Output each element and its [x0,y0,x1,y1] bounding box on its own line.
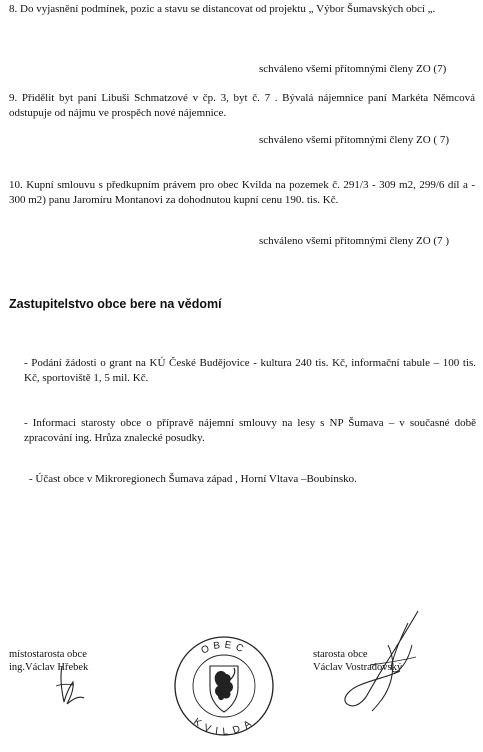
resolution-9-approval: schváleno všemi přítomnými členy ZO ( 7) [259,134,450,146]
resolution-9-text: 9. Přidělit byt paní Libuši Schmatzové v čp. 3, byt č. 7 . Bývalá nájemnice paní Markéta Němcová odstupuje od nájmu ve prospěch nové nájemnice. [9,92,475,119]
resolution-10-text: 10. Kupní smlouvu s předkupním právem pro obec Kvilda na pozemek č. 291/3 - 309 m2, 299/6 díl a - 300 m2) panu Jaromíru Montanovi za dohodnutou kupní cenu 190. tis. Kč. [9,179,475,206]
seal-top-text: OBEC [199,639,249,657]
seal-lion-icon [215,671,233,700]
note-microregion: - Účast obce v Mikroregionech Šumava západ , Horní Vltava –Boubínsko. [29,473,357,485]
deputy-mayor-name: ing.Václav Hřebek [9,662,89,673]
note-grant: - Podání žádosti o grant na KÚ České Budějovice - kultura 240 tis. Kč, informační tabule – 100 tis. Kč, sportoviště 1, 5 mil. Kč. [24,357,476,384]
note-lease: - Informaci starosty obce o přípravě nájemní smlouvy na lesy s NP Šumava – v současné době zpracování ing. Hrůza znalecké posudky. [24,417,476,444]
deputy-mayor-role: místostarosta obce [9,649,87,660]
notes-heading: Zastupitelstvo obce bere na vědomí [9,297,222,311]
deputy-mayor-handwritten-signature [40,662,110,712]
municipal-seal-stamp [172,628,276,740]
mayor-handwritten-signature [330,605,440,720]
resolution-8-text: 8. Do vyjasnění podmínek, pozic a stavu se distancovat od projektu „ Výbor Šumavských obcí „. [9,3,436,15]
mayor-role: starosta obce [313,649,368,660]
resolution-10-approval: schváleno všemi přítomnými členy ZO (7 ) [259,235,450,247]
mayor-name: Václav Vostradovský [313,662,403,673]
seal-bottom-text: KVILDA [191,716,257,738]
resolution-8-approval: schváleno všemi přítomnými členy ZO (7) [259,63,447,75]
